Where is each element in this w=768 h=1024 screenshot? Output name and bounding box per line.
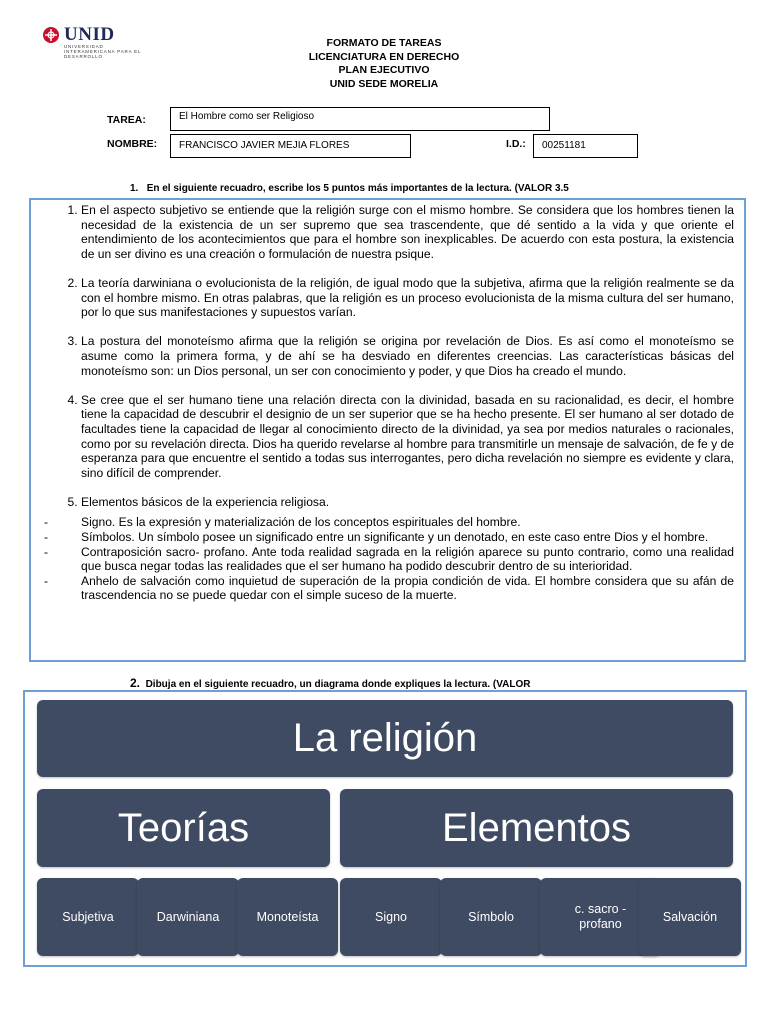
- id-label: I.D.:: [506, 138, 526, 150]
- reading-summary-box: [29, 198, 746, 662]
- diagram-node-salvacion: Salvación: [639, 878, 741, 956]
- diagram-root-node: La religión: [37, 700, 733, 777]
- element-contraposicion: - Contraposición sacro- profano. Ante toda realidad sagrada en la religión aparece su punto contrario, como una realidad que busca negar todas las realidades que el ser humano ha podido descubrir dentro de su interioridad.: [42, 545, 734, 574]
- diagram-node-monoteista: Monoteísta: [237, 878, 338, 956]
- question-1-text: En el siguiente recuadro, escribe los 5 puntos más importantes de la lectura. (VALOR 3.5: [146, 183, 569, 194]
- diagram-theories-node: Teorías: [37, 789, 330, 867]
- diagram-node-darwiniana: Darwiniana: [137, 878, 239, 956]
- diagram-node-signo: Signo: [340, 878, 442, 956]
- diagram-node-simbolo: Símbolo: [440, 878, 542, 956]
- key-point-2: 2. La teoría darwiniana o evolucionista de la religión, de igual modo que la subjetiva, afirma que la religión realmente se da con el hombre mismo. En otras palabras, que la religión es un proceso evolucionista de la misma cultura del ser humano, por lo que sus manifestaciones y supuestos varían.: [81, 276, 734, 320]
- tarea-field: El Hombre como ser Religioso: [170, 107, 550, 131]
- unid-logo: [42, 24, 142, 59]
- logo-subtitle: UNIVERSIDAD INTERAMERICANA PARA EL DESARROLLO: [64, 44, 142, 59]
- header-line-4: UNID SEDE MORELIA: [329, 77, 439, 90]
- key-point-4: 4. Se cree que el ser humano tiene una relación directa con la divinidad, basada en su racionalidad, es decir, el hombre tiene la capacidad de descubrir el designio de un ser superior que se ha hecho presente. El ser humano al ser dotado de facultades tiene la capacidad de llegar al conocimiento directo de la divinidad, ya sea por medios naturales o racionales, como por su revelación directa. Dios ha querido revelarse al hombre para transmitirle un mensaje de salvación, de fe y de esperanza para que encuentre el sentido a todas sus interrogantes, pero dicha revelación no siempre es evidente y clara, sino difícil de comprender.: [81, 393, 734, 481]
- header-line-2: LICENCIATURA EN DERECHO: [308, 50, 460, 63]
- key-points-list: [42, 203, 734, 509]
- header-line-3: PLAN EJECUTIVO: [338, 64, 430, 76]
- diagram-node-subjetiva: Subjetiva: [37, 878, 139, 956]
- document-header: [184, 37, 584, 91]
- question-1-heading: [130, 183, 569, 194]
- tarea-label: TAREA:: [107, 114, 146, 126]
- unid-crest-icon: [42, 26, 60, 44]
- key-point-3: 3. La postura del monoteísmo afirma que la religión se origina por revelación de Dios. Es así como el monoteísmo se asume como la primera forma, y de ahí se ha desviado en diferentes creencias. Las características básicas del monoteísmo son: un Dios personal, un ser con conocimiento y poder, y que Dios ha creado el mundo.: [81, 334, 734, 378]
- nombre-label: NOMBRE:: [107, 138, 158, 150]
- id-field: 00251181: [533, 134, 638, 158]
- question-2-number: 2.: [130, 676, 141, 690]
- diagram-elements-node: Elementos: [340, 789, 733, 867]
- diagram-box: [23, 690, 747, 967]
- element-simbolos: - Símbolos. Un símbolo posee un significado entre un significante y un denotado, en este caso entre Dios y el hombre.: [42, 530, 734, 545]
- question-1-number: 1.: [130, 183, 139, 194]
- key-point-1: 1. En el aspecto subjetivo se entiende que la religión surge con el mismo hombre. Se considera que los hombres tienen la necesidad de la existencia de un ser supremo que sea trascendente, que dé sentido a la vida y que oriente el entendimiento de los acontecimientos que para el hombre son inexplicables. De acuerdo con esta postura, la existencia de un ser divino es una creación o formulación de nuestra psique.: [81, 203, 734, 261]
- key-point-5: 5. Elementos básicos de la experiencia religiosa.: [81, 495, 734, 510]
- element-signo: - Signo. Es la expresión y materialización de los conceptos espirituales del hombre.: [42, 515, 734, 530]
- question-2-heading: [130, 676, 530, 690]
- question-2-text: Dibuja en el siguiente recuadro, un diagrama donde expliques la lectura. (VALOR: [145, 679, 531, 690]
- elements-list: [42, 515, 734, 603]
- diagram-node-sacro-profano: c. sacro - profano: [540, 878, 661, 956]
- nombre-field: FRANCISCO JAVIER MEJIA FLORES: [170, 134, 411, 158]
- header-line-1: FORMATO DE TAREAS: [326, 37, 442, 49]
- element-salvacion: - Anhelo de salvación como inquietud de superación de la propia condición de vida. El hombre considera que su afán de trascendencia no se puede quedar con el simple suceso de la muerte.: [42, 574, 734, 603]
- logo-text: UNID: [64, 24, 115, 45]
